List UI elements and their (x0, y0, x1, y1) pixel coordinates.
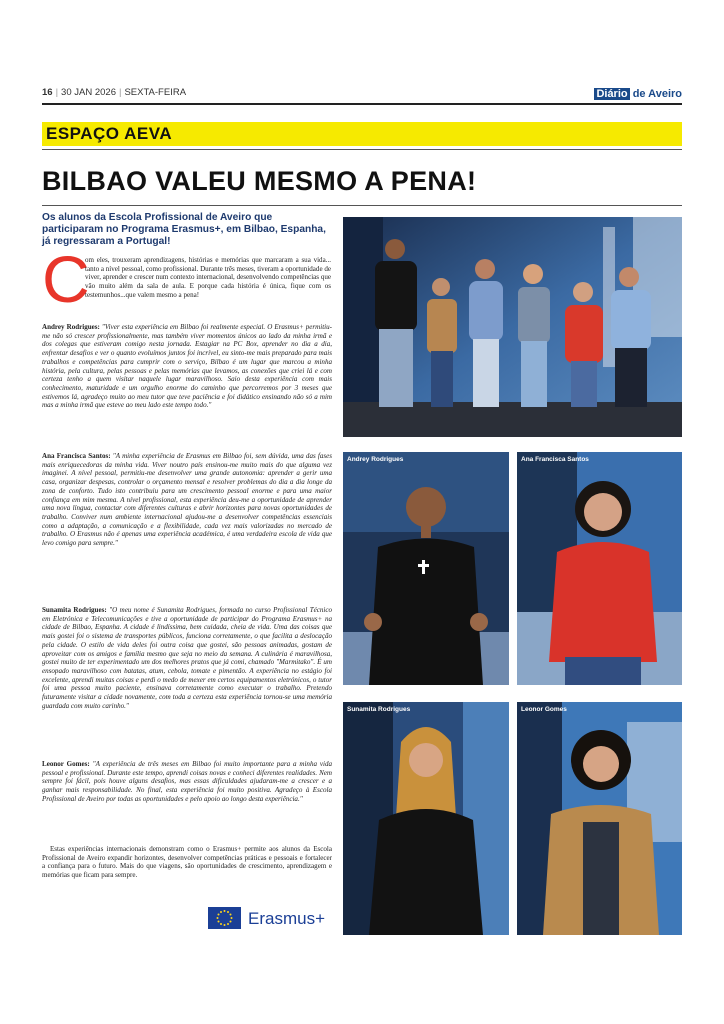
testimonial-text: "Viver esta experiência em Bilbao foi realmente especial. O Erasmus+ permitiu-me não só crescer profissionalmente, mas também viver momentos únicos ao lado da minha irmã e dos colegas que estiveram comigo nesta jornada. Estagiar na PC Box, aprender no dia a dia, enfrentar desafios e ver o quanto evoluímos juntos foi incrível, eu sinto-me mais preparado para mais trabalhos e competências para cumprir com o serviço, Bilbao é um lugar que marcou a minha história, pela cultura, pelas pessoas e pelas memórias que levamos, as conexões que criei lá e com certeza tenho a quem visitar naquele lugar maravilhoso. Saio desta experiência com mais conhecimento, maturidade e um orgulho enorme do caminho que percorremos por 3 meses que estivemos lá, agradeço muito ao meu tutor que teve paciência e foi didático ensinando não só a mim mas a minha irmã que esteve ao meu lado este tempo todo." (42, 323, 332, 410)
photo-caption: Andrey Rodrigues (347, 456, 404, 463)
photo-leonor (517, 702, 682, 935)
page-header: 16 | 30 JAN 2026 | SEXTA-FEIRA (42, 87, 187, 98)
testimonial-name: Andrey Rodrigues (42, 323, 98, 331)
photo-ana (517, 452, 682, 685)
eu-flag-icon (208, 907, 241, 929)
erasmus-logo (208, 907, 348, 937)
testimonial-name: Ana Francisca Santos (42, 452, 109, 460)
intro-paragraph: om eles, trouxeram aprendizagens, histórias e memórias que marcaram a sua vida... tanto a nível pessoal, como profissional. Durante três meses, tiveram a oportunidade de viver, aprender e crescer num contexto internacional, desenvolvendo competências que vão muito além da sala de aula. E porque cada história é única, fique com os testemunhos...que valem mesmo a pena! (85, 256, 331, 299)
photo-andrey (343, 452, 509, 685)
photo-caption: Ana Francisca Santos (521, 456, 589, 463)
photo-caption: Sunamita Rodrigues (347, 706, 411, 713)
issue-weekday: SEXTA-FEIRA (124, 87, 187, 98)
photo-caption: Leonor Gomes (521, 706, 567, 713)
testimonial-name: Leonor Gomes (42, 760, 88, 768)
testimonial-text: "O meu nome é Sunamita Rodrigues, formada no curso Profissional Técnico em Eletrónica e Telecomunicações e tive a oportunidade de participar do Programa Erasmus+ na cidade de Bilbao, Espanha. A cidade é lindíssima, bem cuidada, cheia de vida. Uma das coisas que mais gostei foi o sistema de transportes públicos, funciona corretamente, o que facilita a deslocação pela cidade. O estilo de vida deles foi outra coisa que gostei, são pessoas animadas, gostam de aproveitar com os amigos e família mesmo que seja no meio da semana. A culinária é maravilhosa, gostei muito de ter experimentado um dos melhores pratos que já comi, chamado "Marmitako". É um ensopado maravilhoso com batatas, atum, cebola, tomate e pimentão. A experiência no estágio foi excelente, aprendi muitas coisas e perdi o medo de mexer em certos equipamentos eletrónicos, o tutor foi uma pessoa muito paciente, ensinava corretamente como executar o trabalho. Pretendo futuramente visitar a cidade novamente, com toda a certeza esta experiência tornou-se uma memória guardada com muito carinho." (42, 606, 333, 710)
page-number: 16 (42, 87, 53, 98)
header-rule (42, 103, 682, 105)
section-rule (42, 149, 682, 150)
drop-cap: C (42, 242, 90, 316)
testimonial-ana: Ana Francisca Santos: "A minha experiência de Erasmus em Bilbao foi, sem dúvida, uma das fases mais enriquecedoras da minha vida. Viver noutro país ensinou-me muito mais do que alguma vez imaginei. A nível pessoal, permitiu-me desenvolver uma grande autonomia: aprender a gerir uma casa, organizar despesas, controlar o orçamento mensal e resolver problemas do dia a dia longe da zona de conforto. Tudo isto contribuiu para um crescimento pessoal enorme e para uma maior confiança em mim mesma. A nível profissional, esta experiência deu-me a oportunidade de aprender uma nova língua, contactar com diferentes culturas e abrir horizontes para novas oportunidades de trabalho. Conviver num ambiente internacional ajudou-me a desenvolver competências essenciais como a adaptação, a comunicação e a flexibilidade, cada vez mais valorizadas no mercado de trabalho. O Erasmus não é apenas uma experiência académica, é uma verdadeira escola de vida que levo comigo para sempre." (42, 452, 332, 548)
testimonial-text: "A minha experiência de Erasmus em Bilbao foi, sem dúvida, uma das fases mais enriquecedoras da minha vida. Viver noutro país ensinou-me muito mais do que alguma vez imaginei. A nível pessoal, permitiu-me desenvolver uma grande autonomia: aprender a gerir uma casa, organizar despesas, controlar o orçamento mensal e resolver problemas do dia a dia longe da zona de conforto. Tudo isto contribuiu para um crescimento pessoal enorme e para uma maior confiança em mim mesma. A nível profissional, esta experiência deu-me a oportunidade de aprender uma nova língua, contactar com diferentes culturas e abrir horizontes para novas oportunidades de trabalho. Conviver num ambiente internacional ajudou-me a desenvolver competências essenciais como a adaptação, a comunicação e a flexibilidade, cada vez mais valorizadas no mercado de trabalho. O Erasmus não é apenas uma experiência académica, é uma verdadeira escola de vida que levo comigo para sempre." (42, 452, 332, 548)
testimonial-leonor: Leonor Gomes: "A experiência de três meses em Bilbao foi muito importante para a minha vida pessoal e profissional. Durante este tempo, aprendi coisas novas e conheci diferentes realidades. Nem sempre foi fácil, pois houve alguns desafios, mas essas dificuldades ajudaram-me a crescer e a ganhar mais responsabilidade. No final, esta experiência foi muito positiva. Agradeço à Escola Profissional de Aveiro por todas as oportunidades e pelo apoio ao longo desta experiência." (42, 760, 333, 803)
testimonial-name: Sunamita Rodrigues (42, 606, 105, 614)
section-title: ESPAÇO AEVA (46, 124, 173, 143)
section-bar (42, 122, 682, 146)
issue-date: 30 JAN 2026 (61, 87, 116, 98)
headline-rule (42, 205, 682, 206)
headline: BILBAO VALEU MESMO A PENA! (42, 166, 477, 196)
testimonial-sunamita: Sunamita Rodrigues: "O meu nome é Sunamita Rodrigues, formada no curso Profissional Técnico em Eletrónica e Telecomunicações e tive a oportunidade de participar do Programa Erasmus+ na cidade de Bilbao, Espanha. A cidade é lindíssima, bem cuidada, cheia de vida. Uma das coisas que mais gostei foi o sistema de transportes públicos, funciona corretamente, o que facilita a deslocação pela cidade. O estilo de vida deles foi outra coisa que gostei, são pessoas animadas, gostam de aproveitar com os amigos e família mesmo que seja no meio da semana. A culinária é maravilhosa, gostei muito de ter experimentado um dos melhores pratos que já comi, chamado "Marmitako". É um ensopado maravilhoso com batatas, atum, cebola, tomate e pimentão. A experiência no estágio foi excelente, aprendi muitas coisas e perdi o medo de mexer em certos equipamentos eletrónicos, o tutor foi uma pessoa muito paciente, ensinava corretamente como executar o trabalho. Pretendo futuramente visitar a cidade novamente, com toda a certeza esta experiência tornou-se uma memória guardada com muito carinho." (42, 606, 333, 710)
group-photo (343, 217, 682, 437)
testimonial-text: "A experiência de três meses em Bilbao foi muito importante para a minha vida pessoal e profissional. Durante este tempo, aprendi coisas novas e conheci diferentes realidades. Nem sempre foi fácil, pois houve alguns desafios, mas essas dificuldades ajudaram-me a crescer e a ganhar mais responsabilidade. No final, esta experiência foi muito positiva. Agradeço à Escola Profissional de Aveiro por todas as oportunidades e pelo apoio ao longo desta experiência." (42, 760, 333, 803)
newspaper-logo: Diário de Aveiro (596, 88, 682, 100)
testimonial-andrey: Andrey Rodrigues: "Viver esta experiência em Bilbao foi realmente especial. O Erasmus+ permitiu-me não só crescer profissionalmente, mas também viver momentos únicos ao lado da minha irmã e dos colegas que estiveram comigo nesta jornada. Estagiar na PC Box, aprender no dia a dia, enfrentar desafios e ver o quanto evoluímos juntos foi incrível, eu sinto-me mais preparado para mais trabalhos e competências para cumprir com o serviço, Bilbao é um lugar que marcou a minha história, pela cultura, pelas pessoas e pelas memórias que levamos, as conexões que criei lá e com certeza tenho a quem visitar naquele lugar maravilhoso. Saio desta experiência com mais conhecimento, maturidade e um orgulho enorme do caminho que percorremos por 3 meses que estivemos lá, agradeço muito ao meu tutor que teve paciência e foi didático ensinando não só a mim mas a minha irmã que esteve ao meu lado este tempo todo." (42, 323, 332, 410)
lead-paragraph: Os alunos da Escola Profissional de Aveiro que participaram no Programa Erasmus+, em Bilbao, Espanha, já regressaram a Portugal! (42, 212, 326, 247)
erasmus-wordmark: Erasmus+ (248, 909, 325, 928)
closing-paragraph: Estas experiências internacionais demonstram como o Erasmus+ permite aos alunos da Escola Profissional de Aveiro expandir horizontes, desenvolver competências práticas e pessoais e fortalecer a confiança para o futuro. Mais do que viagens, são oportunidades de crescimento, aprendizagem e memórias que ficam para sempre. (42, 845, 332, 880)
photo-sunamita (343, 702, 509, 935)
